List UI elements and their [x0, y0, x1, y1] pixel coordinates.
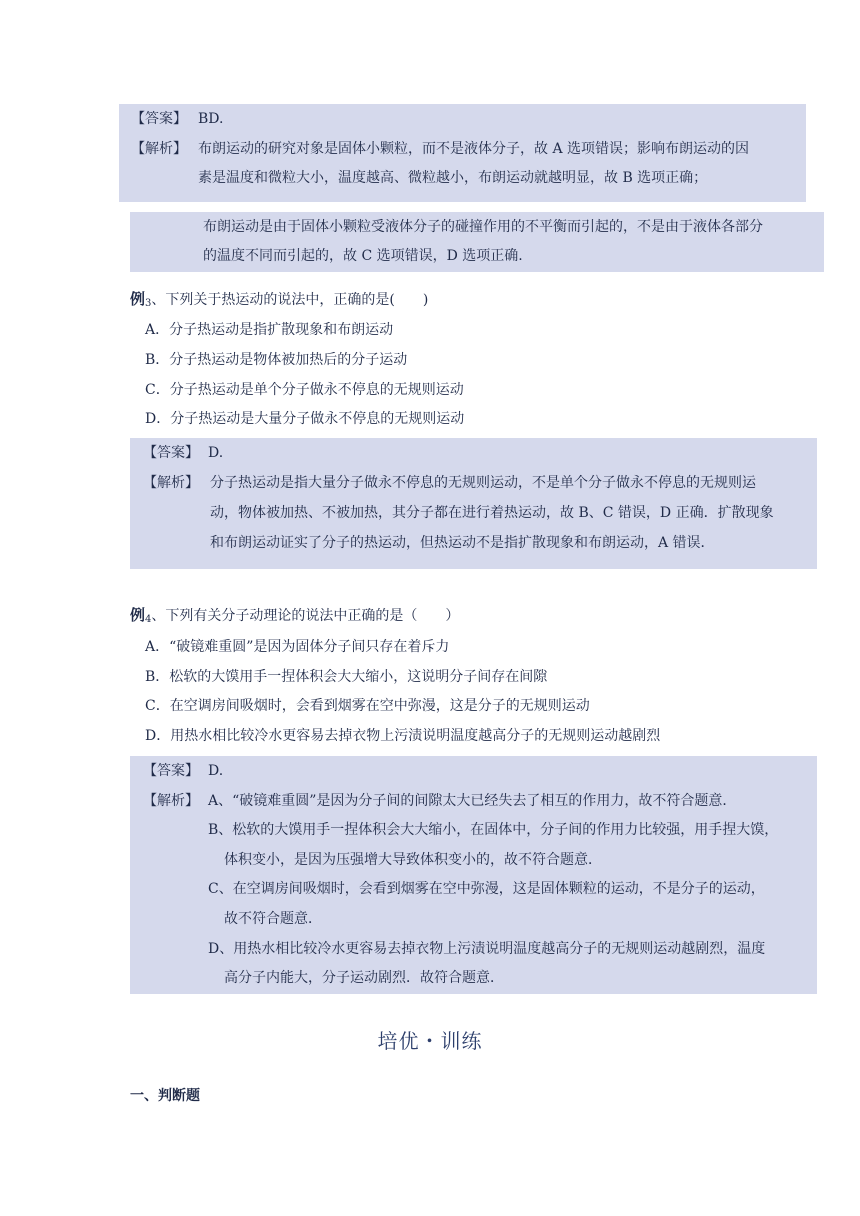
question-text: 、下列有关分子动理论的说法中正确的是（ ）	[151, 608, 460, 624]
option-c: C．分子热运动是单个分子做永不停息的无规则运动	[145, 382, 464, 398]
answer-value: BD.	[198, 111, 224, 127]
answer-tag: 【答案】	[143, 763, 199, 779]
analysis-line: 体积变小，是因为压强增大导致体积变小的，故不符合题意．	[224, 852, 602, 868]
option-b: B．分子热运动是物体被加热后的分子运动	[145, 352, 408, 368]
analysis-line: C、在空调房间吸烟时，会看到烟雾在空中弥漫，这是固体颗粒的运动，不是分子的运动，	[208, 881, 765, 897]
answer-value: D.	[208, 445, 224, 461]
example-label: 例	[130, 290, 146, 308]
analysis-line: 布朗运动的研究对象是固体小颗粒，而不是液体分子，故 A 选项错误；影响布朗运动的因	[198, 141, 750, 157]
analysis-line: D、用热水相比较冷水更容易去掉衣物上污渍说明温度越高分子的无规则运动越剧烈，温度	[208, 941, 766, 957]
option-b: B．松软的大馍用手一捏体积会大大缩小，这说明分子间存在间隙	[145, 669, 548, 685]
section-subheading: 一、判断题	[130, 1088, 200, 1104]
question-text: 、下列关于热运动的说法中，正确的是( )	[151, 292, 429, 308]
question-ex3	[130, 289, 428, 314]
question-ex4	[130, 605, 459, 630]
analysis-line: 的温度不同而引起的，故 C 选项错误，D 选项正确.	[203, 248, 523, 264]
analysis-line: 分子热运动是指大量分子做永不停息的无规则运动，不是单个分子做永不停息的无规则运	[210, 475, 756, 491]
example-number: 4	[145, 614, 152, 625]
analysis-tag: 【解析】	[143, 475, 199, 491]
analysis-line: A、“破镜难重圆”是因为分子间的间隙太大已经失去了相互的作用力，故不符合题意．	[208, 793, 737, 809]
analysis-tag: 【解析】	[143, 793, 199, 809]
analysis-line: 和布朗运动证实了分子的热运动，但热运动不是指扩散现象和布朗运动，A 错误．	[210, 535, 715, 551]
analysis-line: 动，物体被加热、不被加热，其分子都在进行着热运动，故 B、C 错误，D 正确．扩散现象	[210, 505, 774, 521]
option-c: C．在空调房间吸烟时，会看到烟雾在空中弥漫，这是分子的无规则运动	[145, 698, 590, 714]
example-number: 3	[145, 298, 152, 309]
analysis-line: B、松软的大馍用手一捏体积会大大缩小，在固体中，分子间的作用力比较强，用手捏大馍，	[208, 822, 779, 838]
example-label: 例	[130, 606, 146, 624]
option-a: A．“破镜难重圆”是因为固体分子间只存在着斥力	[145, 639, 450, 655]
answer-tag: 【答案】	[143, 445, 199, 461]
analysis-tag: 【解析】	[131, 141, 187, 157]
analysis-line: 故不符合题意．	[224, 911, 322, 927]
option-d: D．用热水相比较冷水更容易去掉衣物上污渍说明温度越高分子的无规则运动越剧烈	[145, 728, 661, 744]
answer-tag: 【答案】	[131, 111, 187, 127]
section-title: 培优・训练	[377, 1029, 483, 1053]
answer-value: D.	[208, 763, 224, 779]
option-a: A．分子热运动是指扩散现象和布朗运动	[145, 322, 394, 338]
analysis-line: 布朗运动是由于固体小颗粒受液体分子的碰撞作用的不平衡而引起的，不是由于液体各部分	[203, 219, 763, 235]
option-d: D．分子热运动是大量分子做永不停息的无规则运动	[145, 411, 465, 427]
analysis-line: 素是温度和微粒大小，温度越高、微粒越小，布朗运动就越明显，故 B 选项正确；	[198, 170, 708, 186]
analysis-line: 高分子内能大，分子运动剧烈．故符合题意．	[224, 970, 504, 986]
